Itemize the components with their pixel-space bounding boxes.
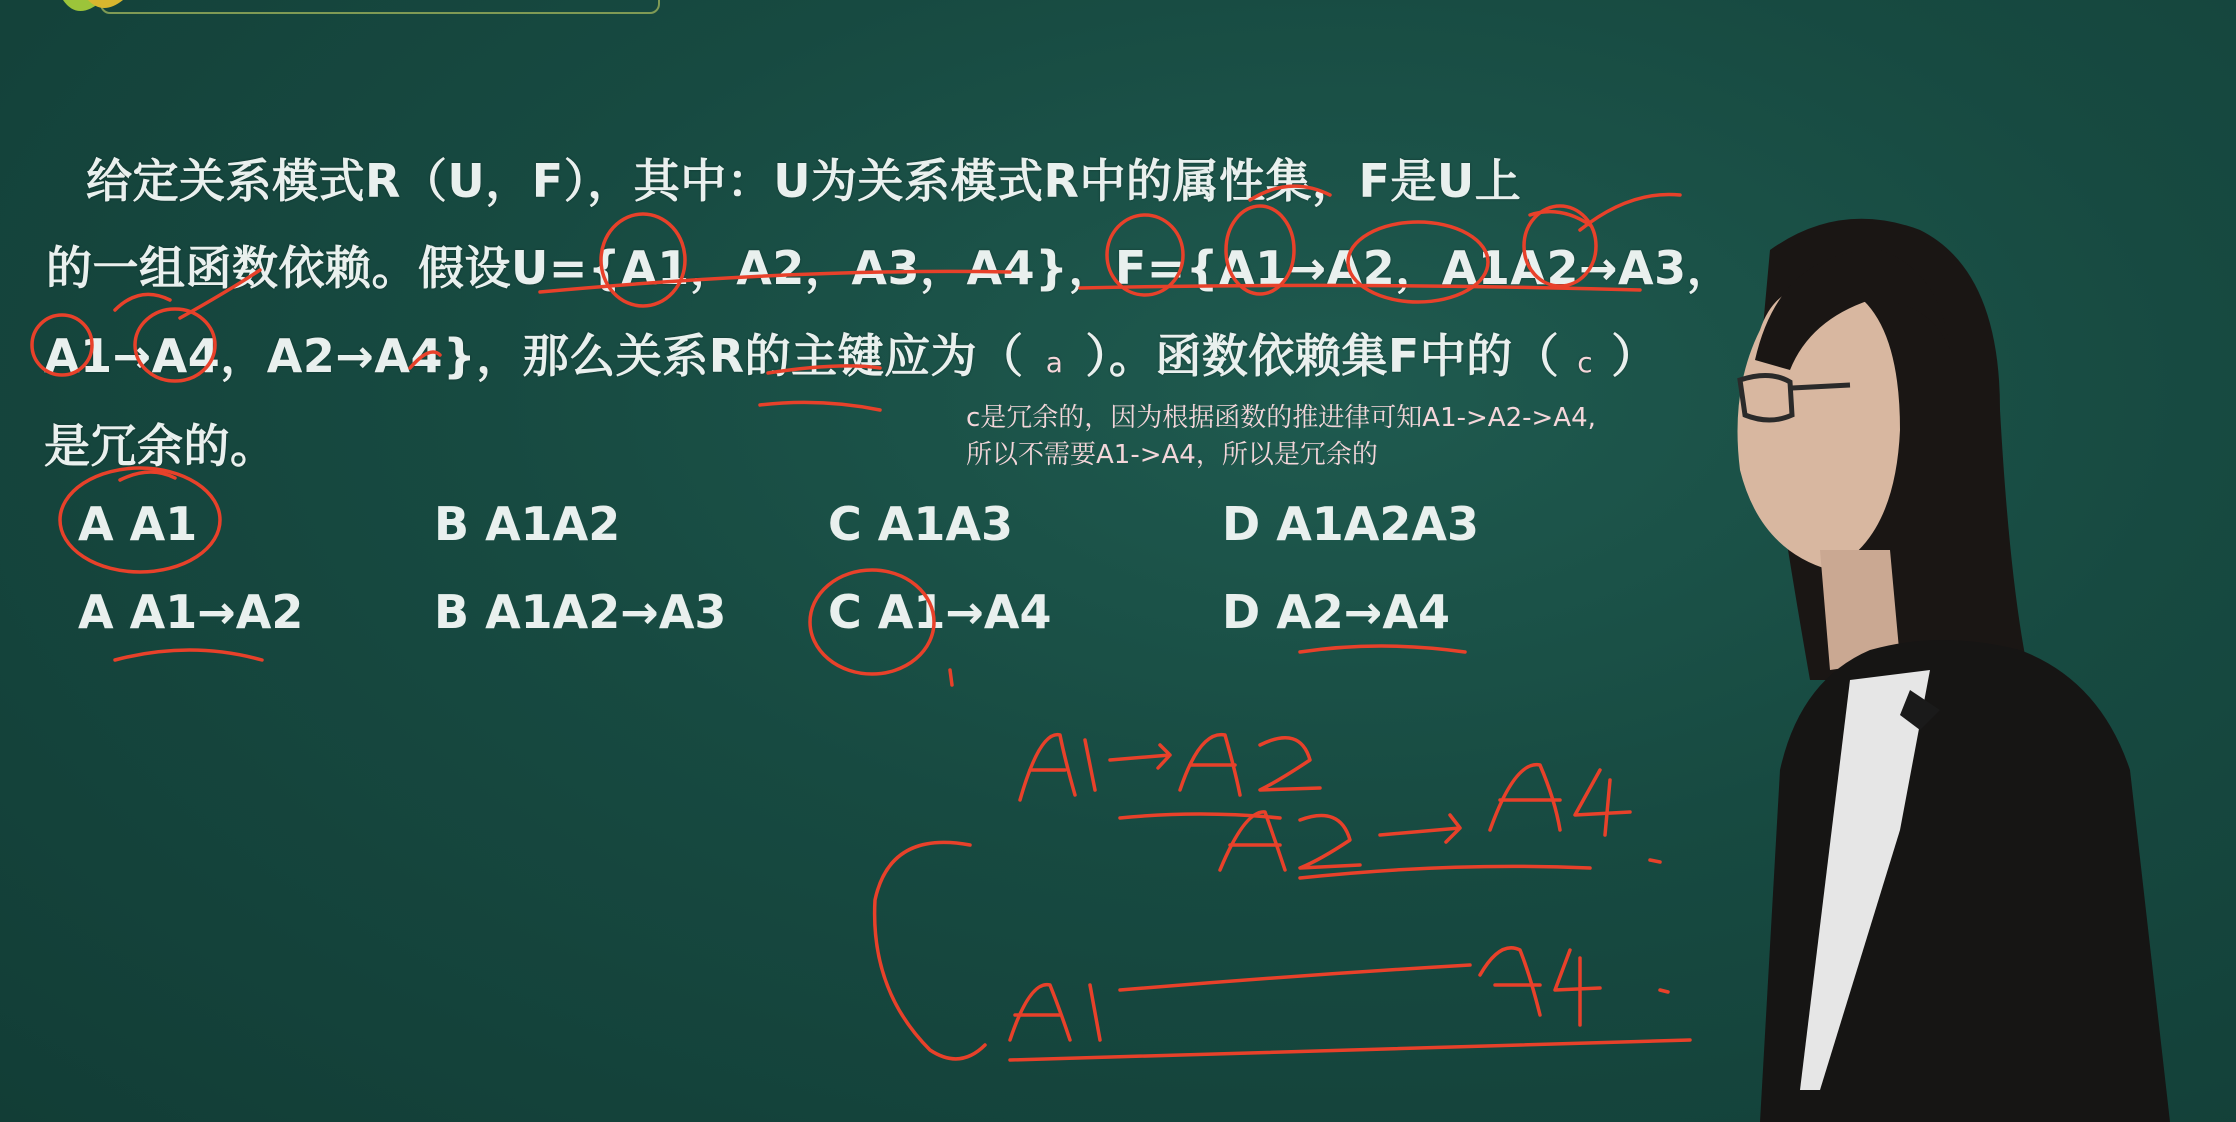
option-c-row-1[interactable]	[828, 497, 1013, 551]
option-value: A1A2→A3	[485, 585, 727, 639]
option-letter: C	[828, 497, 862, 551]
option-d-row-2[interactable]	[1222, 585, 1450, 639]
logo-leaf-icon	[58, 0, 128, 22]
question-line-3-part-2: ）。函数依赖集F中的（	[1085, 329, 1560, 383]
option-value: A1→A2	[129, 585, 304, 639]
answer-blank-2: c	[1577, 346, 1594, 379]
option-value: A1	[129, 497, 198, 551]
logo-frame	[100, 0, 660, 14]
option-letter: D	[1222, 497, 1261, 551]
option-value: A1A2	[485, 497, 621, 551]
presenter-person	[1700, 210, 2236, 1122]
question-line-2: 的一组函数依赖。假设U={A1，A2，A3，A4}，F={A1→A2，A1A2→A3，	[46, 241, 1734, 295]
option-d-row-1[interactable]	[1222, 497, 1479, 551]
option-value: A1→A4	[877, 585, 1052, 639]
annotation-line-1: c是冗余的，因为根据函数的推进律可知A1->A2->A4,	[966, 403, 1596, 433]
annotation-line-2: 所以不需要A1->A4，所以是冗余的	[966, 440, 1378, 470]
option-b-row-2[interactable]	[434, 585, 726, 639]
question-line-3-part-3: ）	[1611, 329, 1658, 383]
option-letter: D	[1222, 585, 1261, 639]
option-c-row-2[interactable]	[828, 585, 1052, 639]
option-letter: B	[434, 585, 470, 639]
answer-blank-1: a	[1045, 346, 1064, 379]
option-letter: A	[78, 585, 114, 639]
option-a-row-2[interactable]	[78, 585, 303, 639]
question-line-4: 是冗余的。	[44, 419, 277, 473]
question-line-1: 给定关系模式R（U，F），其中：U为关系模式R中的属性集，F是U上	[86, 154, 1522, 208]
option-b-row-1[interactable]	[434, 497, 620, 551]
option-value: A2→A4	[1276, 585, 1450, 639]
option-value: A1A2A3	[1276, 497, 1480, 551]
option-a-row-1[interactable]	[78, 497, 197, 551]
option-value: A1A3	[877, 497, 1013, 551]
option-letter: A	[78, 497, 114, 551]
question-line-3	[44, 320, 1658, 386]
option-letter: C	[828, 585, 862, 639]
question-line-3-part-1: A1→A4，A2→A4}，那么关系R的主键应为（	[44, 329, 1024, 383]
option-letter: B	[434, 497, 470, 551]
